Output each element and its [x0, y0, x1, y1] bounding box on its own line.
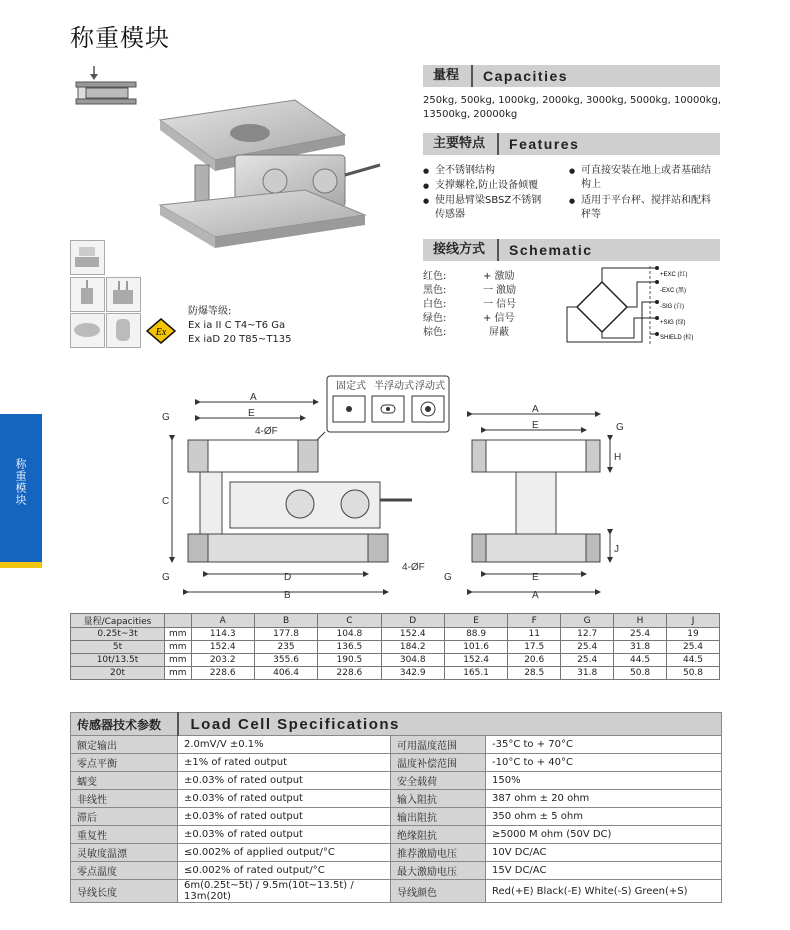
dim-label: A — [532, 590, 539, 601]
spec-key: 可用温度范围 — [391, 736, 486, 754]
table-cell: 20.6 — [508, 654, 561, 667]
table-row — [71, 641, 720, 654]
table-header: B — [254, 614, 317, 628]
explosion-block — [188, 305, 292, 347]
table-cell: 228.6 — [191, 667, 254, 680]
spec-value: ≥5000 M ohm (50V DC) — [486, 826, 722, 844]
spec-key: 输入阻抗 — [391, 790, 486, 808]
table-cell: mm — [165, 667, 192, 680]
capacities-cn: 量程 — [423, 65, 473, 87]
schematic-label: +EXC (红) — [660, 272, 688, 278]
mount-type-fixed: 固定式 — [336, 381, 366, 392]
table-cell: 5t — [71, 641, 165, 654]
capacities-list — [423, 94, 721, 122]
product-photo — [155, 95, 385, 255]
spec-row — [71, 826, 722, 844]
table-header: J — [667, 614, 720, 628]
table-cell: 20t — [71, 667, 165, 680]
table-cell: 203.2 — [191, 654, 254, 667]
wire-color: 绿色: — [423, 313, 447, 324]
spec-row — [71, 844, 722, 862]
wire-signal: 屏蔽 — [489, 327, 509, 338]
feature-item: ● 适用于平台秤、搅拌站和配料 — [569, 194, 711, 208]
spec-value: ≤0.002% of applied output/°C — [178, 844, 391, 862]
spec-value: 350 ohm ± 5 ohm — [486, 808, 722, 826]
spec-value: 10V DC/AC — [486, 844, 722, 862]
explosion-line1: Ex ia II C T4~T6 Ga — [188, 320, 286, 331]
wire-color: 红色: — [423, 271, 447, 282]
table-cell: 355.6 — [254, 654, 317, 667]
schematic-label: +SIG (绿) — [660, 320, 686, 326]
table-cell: 152.4 — [444, 654, 507, 667]
capacities-line1: 250kg, 500kg, 1000kg, 2000kg, 3000kg, 5000kg, 10000kg, — [423, 95, 722, 106]
dim-label: H — [614, 452, 622, 463]
feature-item: ● 使用悬臂梁SBSZ不锈钢 — [423, 194, 541, 208]
spec-value: 387 ohm ± 20 ohm — [486, 790, 722, 808]
table-header: C — [318, 614, 381, 628]
spec-key: 零点温度 — [71, 862, 178, 880]
spec-key: 蠕变 — [71, 772, 178, 790]
page-title: 称重模块 — [70, 24, 170, 52]
thumb-fixed[interactable] — [70, 240, 105, 275]
dim-label: G — [444, 572, 452, 583]
table-cell: mm — [165, 641, 192, 654]
dim-label: B — [284, 590, 291, 601]
dim-label: D — [284, 572, 292, 583]
dim-label: C — [162, 496, 170, 507]
table-cell: 152.4 — [381, 628, 444, 641]
thumb-float[interactable] — [106, 277, 141, 312]
spec-key: 导线长度 — [71, 880, 178, 903]
module-icon — [70, 64, 142, 120]
dimension-drawing — [150, 372, 640, 604]
schematic-label: -EXC (黑) — [660, 288, 686, 294]
feature-item: ● 支撑螺栓,防止设备倾覆 — [423, 179, 538, 193]
feature-item-cont: 秤等 — [581, 209, 601, 220]
thumb-tank[interactable] — [70, 313, 105, 348]
table-cell: 342.9 — [381, 667, 444, 680]
table-header: G — [561, 614, 614, 628]
dimension-table — [70, 613, 720, 680]
table-header: F — [508, 614, 561, 628]
spec-value: 6m(0.25t~5t) / 9.5m(10t~13.5t) / 13m(20t) — [178, 880, 391, 903]
feature-item: ● 可直接安装在地上或者基础结 — [569, 164, 711, 178]
thumb-vessel[interactable] — [106, 313, 141, 348]
table-cell: 136.5 — [318, 641, 381, 654]
dim-label: A — [250, 392, 257, 403]
table-cell: 11 — [508, 628, 561, 641]
wire-signals — [483, 270, 543, 340]
dim-label: E — [248, 408, 255, 419]
spec-value: 2.0mV/V ±0.1% — [178, 736, 391, 754]
spec-en: Load Cell Specifications — [178, 713, 722, 736]
features-cn: 主要特点 — [423, 133, 499, 155]
side-tab-label: 称重模块 — [14, 458, 27, 506]
spec-value: ±1% of rated output — [178, 754, 391, 772]
spec-key: 温度补偿范围 — [391, 754, 486, 772]
explosion-title: 防爆等级: — [188, 306, 232, 317]
table-cell: 165.1 — [444, 667, 507, 680]
bridge-schematic — [562, 262, 722, 347]
spec-key: 输出阻抗 — [391, 808, 486, 826]
spec-key: 零点平衡 — [71, 754, 178, 772]
table-cell: 114.3 — [191, 628, 254, 641]
spec-row — [71, 862, 722, 880]
spec-row — [71, 736, 722, 754]
spec-row — [71, 808, 722, 826]
spec-key: 导线颜色 — [391, 880, 486, 903]
spec-value: ≤0.002% of rated output/°C — [178, 862, 391, 880]
table-row — [71, 628, 720, 641]
table-cell: 31.8 — [614, 641, 667, 654]
ex-mark-icon — [146, 318, 176, 344]
thumb-semi[interactable] — [70, 277, 105, 312]
spec-key: 安全载荷 — [391, 772, 486, 790]
dim-label: 4-ØF — [255, 426, 278, 437]
table-header — [165, 614, 192, 628]
dim-label: G — [162, 412, 170, 423]
capacities-header — [423, 65, 720, 87]
spec-cn: 传感器技术参数 — [71, 713, 178, 736]
spec-header-row — [71, 713, 722, 736]
feature-item: ● 全不锈钢结构 — [423, 164, 495, 178]
table-cell: 152.4 — [191, 641, 254, 654]
spec-value: 150% — [486, 772, 722, 790]
capacities-en: Capacities — [483, 68, 569, 84]
spec-value: ±0.03% of rated output — [178, 790, 391, 808]
dim-label: E — [532, 420, 539, 431]
spec-row — [71, 754, 722, 772]
features-header — [423, 133, 720, 155]
spec-value: -35°C to + 70°C — [486, 736, 722, 754]
schematic-en: Schematic — [509, 242, 593, 258]
spec-key: 最大激励电压 — [391, 862, 486, 880]
table-cell: 25.4 — [667, 641, 720, 654]
table-cell: 28.5 — [508, 667, 561, 680]
dim-label: 4-ØF — [402, 562, 425, 573]
spec-key: 绝缘阻抗 — [391, 826, 486, 844]
table-cell: 101.6 — [444, 641, 507, 654]
table-cell: 50.8 — [667, 667, 720, 680]
explosion-line2: Ex iaD 20 T85~T135 — [188, 334, 292, 345]
spec-value: Red(+E) Black(-E) White(-S) Green(+S) — [486, 880, 722, 903]
capacities-line2: 13500kg, 20000kg — [423, 109, 518, 120]
spec-value: -10°C to + 40°C — [486, 754, 722, 772]
table-cell: 104.8 — [318, 628, 381, 641]
table-header: A — [191, 614, 254, 628]
wire-color: 黑色: — [423, 285, 447, 296]
table-cell: 406.4 — [254, 667, 317, 680]
spec-key: 灵敏度温漂 — [71, 844, 178, 862]
table-header-row — [71, 614, 720, 628]
table-row — [71, 667, 720, 680]
feature-item-cont: 构上 — [581, 179, 601, 190]
spec-row — [71, 880, 722, 903]
features-list — [423, 164, 723, 224]
table-cell: 44.5 — [667, 654, 720, 667]
table-cell: 0.25t~3t — [71, 628, 165, 641]
schematic-cn: 接线方式 — [423, 239, 499, 261]
table-cell: 19 — [667, 628, 720, 641]
side-tab[interactable] — [0, 414, 42, 568]
wire-signal: + 激励 — [483, 271, 515, 282]
table-cell: 88.9 — [444, 628, 507, 641]
table-cell: 50.8 — [614, 667, 667, 680]
table-header: H — [614, 614, 667, 628]
spec-value: ±0.03% of rated output — [178, 826, 391, 844]
table-cell: mm — [165, 654, 192, 667]
table-cell: 184.2 — [381, 641, 444, 654]
mount-type-semi: 半浮动式 — [374, 381, 414, 392]
feature-item-cont: 传感器 — [435, 209, 465, 220]
mount-type-float: 浮动式 — [415, 381, 445, 392]
wire-signal: 一 信号 — [483, 299, 517, 310]
spec-key: 非线性 — [71, 790, 178, 808]
table-cell: 190.5 — [318, 654, 381, 667]
table-cell: 25.4 — [561, 654, 614, 667]
schematic-label: SHIELD (棕) — [660, 335, 694, 341]
dim-label: G — [162, 572, 170, 583]
dim-label: A — [532, 404, 539, 415]
dim-label: J — [614, 544, 619, 555]
dim-label: G — [616, 422, 624, 433]
table-header: D — [381, 614, 444, 628]
schematic-header — [423, 239, 720, 261]
table-cell: 12.7 — [561, 628, 614, 641]
spec-key: 额定输出 — [71, 736, 178, 754]
table-cell: 235 — [254, 641, 317, 654]
table-cell: 228.6 — [318, 667, 381, 680]
table-cell: 31.8 — [561, 667, 614, 680]
table-cell: 10t/13.5t — [71, 654, 165, 667]
features-en: Features — [509, 136, 580, 152]
table-cell: 17.5 — [508, 641, 561, 654]
table-cell: 44.5 — [614, 654, 667, 667]
table-cell: 25.4 — [561, 641, 614, 654]
table-cell: 177.8 — [254, 628, 317, 641]
wire-signal: + 信号 — [483, 313, 515, 324]
wire-signal: 一 激励 — [483, 285, 517, 296]
table-header: E — [444, 614, 507, 628]
wire-colors — [423, 270, 483, 340]
spec-row — [71, 772, 722, 790]
spec-key: 滞后 — [71, 808, 178, 826]
spec-key: 推荐激励电压 — [391, 844, 486, 862]
wire-color: 棕色: — [423, 327, 447, 338]
spec-value: ±0.03% of rated output — [178, 772, 391, 790]
table-row — [71, 654, 720, 667]
table-cell: mm — [165, 628, 192, 641]
spec-value: 15V DC/AC — [486, 862, 722, 880]
wire-color: 白色: — [423, 299, 447, 310]
table-header: 量程/Capacities — [71, 614, 165, 628]
table-cell: 304.8 — [381, 654, 444, 667]
spec-value: ±0.03% of rated output — [178, 808, 391, 826]
ex-mark-text: Ex — [155, 327, 167, 338]
dim-label: E — [532, 572, 539, 583]
spec-key: 重复性 — [71, 826, 178, 844]
schematic-label: -SIG (白) — [660, 304, 684, 310]
spec-table — [70, 712, 722, 903]
spec-row — [71, 790, 722, 808]
table-cell: 25.4 — [614, 628, 667, 641]
